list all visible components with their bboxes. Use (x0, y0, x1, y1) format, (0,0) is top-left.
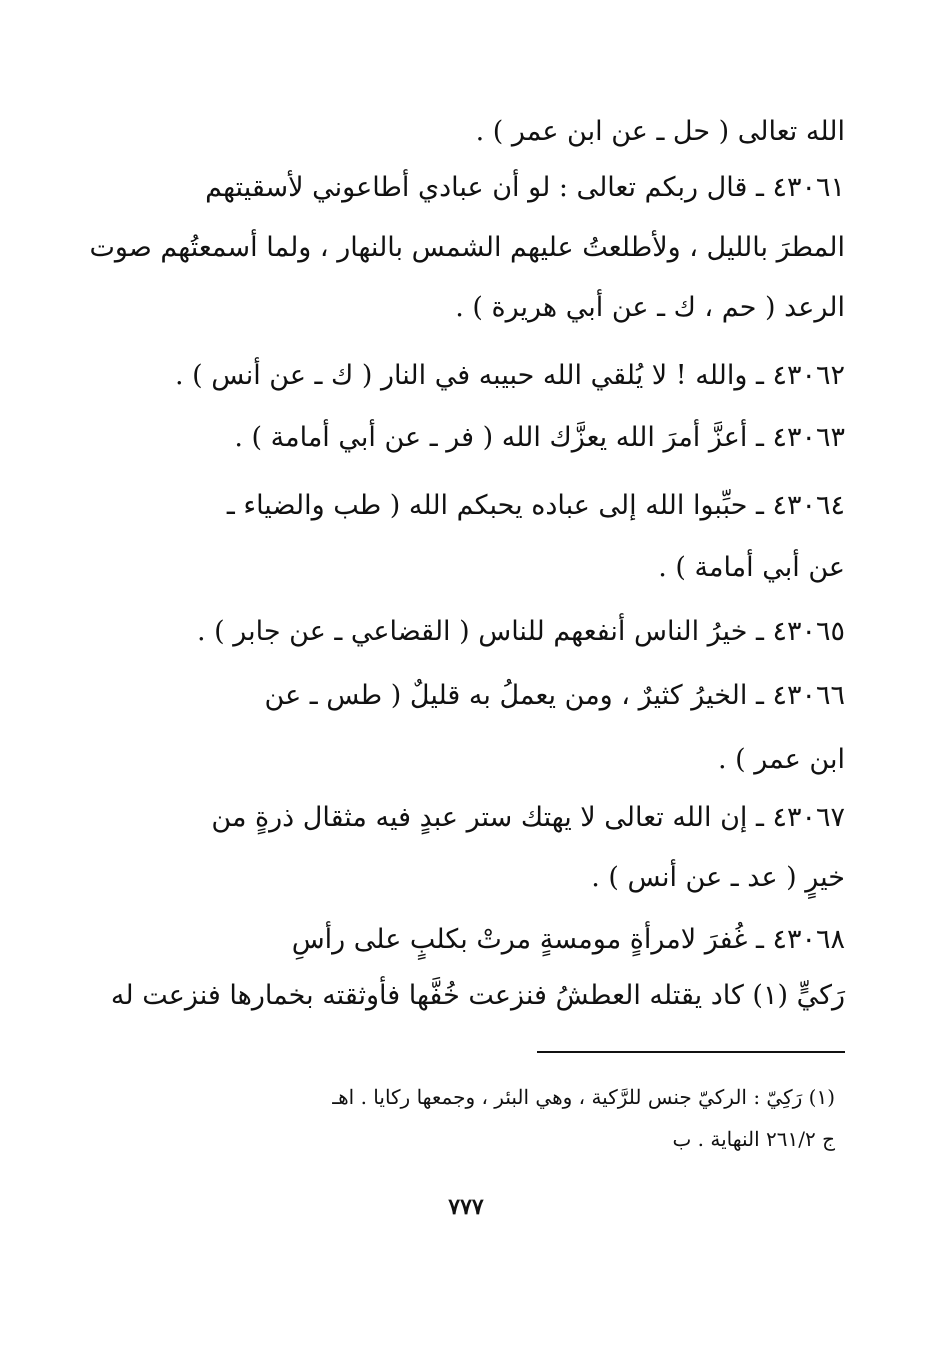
text-line: رَكيٍّ (١) كاد يقتله العطشُ فنزعت خُفَّها فأوثقته بخمارها فنزعت له (110, 980, 845, 1011)
text-line: ابن عمر ) . (717, 744, 845, 775)
text-line: الرعد ( حم ، ك ـ عن أبي هريرة ) . (455, 292, 845, 323)
footnote-separator (537, 1051, 845, 1053)
text-line: ٤٣٠٦٣ ـ أعزَّ أمرَ الله يعزَّك الله ( فر ـ عن أبي أمامة ) . (234, 422, 845, 453)
text-line: خيرٍ ( عد ـ عن أنس ) . (591, 862, 845, 893)
text-line: ٤٣٠٦٥ ـ خيرُ الناس أنفعهم للناس ( القضاعي ـ عن جابر ) . (196, 616, 845, 647)
text-line: ٤٣٠٦١ ـ قال ربكم تعالى : لو أن عبادي أطاعوني لأسقيتهم (205, 172, 845, 203)
text-line: المطرَ بالليل ، ولأطلعتُ عليهم الشمس بالنهار ، ولما أسمعتُهم صوت (89, 232, 845, 263)
text-line: الله تعالى ( حل ـ عن ابن عمر ) . (475, 116, 845, 147)
page-number: ٧٧٧ (448, 1194, 484, 1220)
footnote-line: ج ٢٦١/٢ النهاية . ب (672, 1127, 835, 1151)
text-line: ٤٣٠٦٧ ـ إن الله تعالى لا يهتك ستر عبدٍ فيه مثقال ذرةٍ من (211, 802, 845, 833)
text-line: عن أبي أمامة ) . (658, 552, 845, 583)
text-line: ٤٣٠٦٤ ـ حبِّبوا الله إلى عباده يحبكم الله ( طب والضياء ـ (226, 490, 845, 521)
text-line: ٤٣٠٦٦ ـ الخيرُ كثيرٌ ، ومن يعملُ به قليلٌ ( طس ـ عن (264, 680, 845, 711)
text-line: ٤٣٠٦٨ ـ غُفرَ لامرأةٍ مومسةٍ مرتْ بكلبٍ على رأسِ (291, 924, 845, 955)
footnote-line: (١) رَكِيّ : الركيّ جنس للرَّكية ، وهي البئر ، وجمعها ركايا . اهـ (332, 1085, 835, 1109)
text-line: ٤٣٠٦٢ ـ والله ! لا يُلقي الله حبيبه في النار ( ك ـ عن أنس ) . (174, 360, 845, 391)
